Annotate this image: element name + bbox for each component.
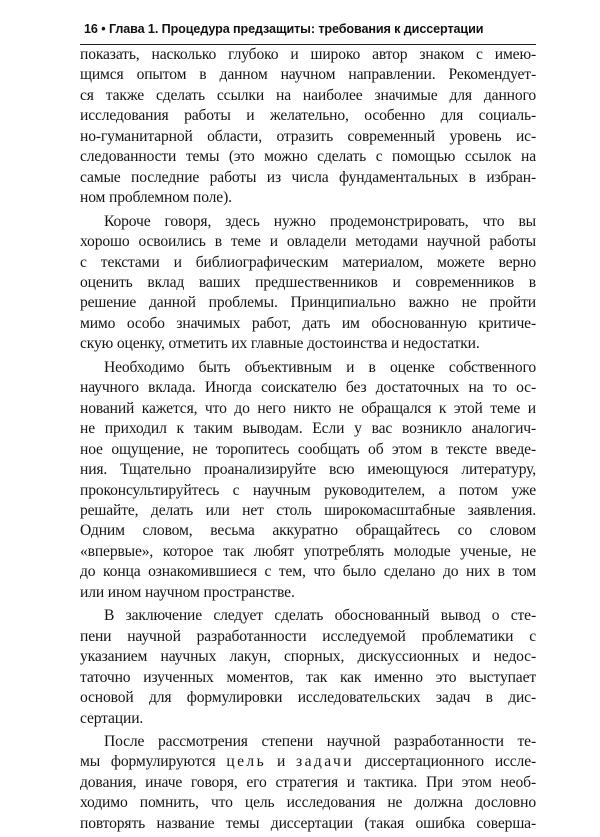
text-line <box>80 752 536 772</box>
text-line: скую оценку, отметить их главные достоинства и недостатки. <box>80 335 480 353</box>
text-line: Необходимо быть объективным и в оценке собственного <box>104 358 536 376</box>
text-line: решение данной проблемы. Принципиально важно не пройти <box>80 294 536 312</box>
text-line: хорошо освоились в теме и овладели методами научной работы <box>80 233 536 251</box>
text-line: таточно изученных моментов, так как именно это выступает <box>80 668 536 686</box>
text-line: В заключение следует сделать обоснованный вывод о сте- <box>104 607 536 625</box>
text-line: ся также сделать ссылки на наиболее значимые для данного <box>80 86 536 104</box>
text-line: до конца ознакомившиеся с тем, что было сделано до них в том <box>80 563 536 581</box>
text-line: исследования работы и желательно, особенно для социаль- <box>80 107 536 125</box>
text-line: дования, иначе говоря, его стратегия и тактика. При этом необ- <box>80 773 536 791</box>
header-bullet: • <box>101 22 106 36</box>
text-line: показать, насколько глубоко и широко автор знаком с имею- <box>80 46 536 63</box>
text-line: следованности темы (это можно сделать с помощью ссылок на <box>80 148 536 166</box>
text-line: Одним словом, весьма аккуратно обращайтесь со словом <box>80 522 536 540</box>
paragraph <box>80 212 536 355</box>
text-fragment: мы формулируются <box>80 753 227 771</box>
text-line: самые последние работы из числа фундаментальных в избран- <box>80 168 536 186</box>
text-line: основой для формулировки исследовательских задач в дис- <box>80 689 536 707</box>
text-line: «впервые», которое так любят употреблять молодые ученые, не <box>80 542 536 560</box>
text-line: щимся опытом в данном научном направлении. Рекомендует- <box>80 66 536 84</box>
text-line: ния. Тщательно проанализируйте всю имеющуюся литературу, <box>80 461 536 479</box>
text-line: пени научной разработанности исследуемой проблематики с <box>80 627 536 645</box>
emphasized-word: задачи <box>296 753 354 771</box>
running-header <box>84 22 530 36</box>
text-fragment: диссертационного иссле- <box>353 753 537 771</box>
text-line: сертации. <box>80 709 144 727</box>
text-line: повторять название темы диссертации (такая ошибка соверша- <box>80 814 536 832</box>
text-line: указанием научных лакун, спорных, дискуссионных и недос- <box>80 648 536 666</box>
body-text <box>80 45 536 837</box>
text-line: проконсультируйтесь с научным руководителем, а потом уже <box>80 481 536 499</box>
chapter-title: Глава 1. Процедура предзащиты: требования к диссертации <box>108 22 484 36</box>
text-line: ном проблемном поле). <box>80 189 232 207</box>
text-line: оценить вклад ваших предшественников и современников в <box>80 273 536 291</box>
paragraph <box>80 358 536 603</box>
text-line: с текстами и библиографическим материалом, можете верно <box>80 253 536 271</box>
text-line: ное ощущение, не торопитесь сообщать об этом в тексте введе- <box>80 440 536 458</box>
text-line: После рассмотрения степени научной разработанности те- <box>104 732 536 750</box>
text-fragment: и <box>266 753 297 771</box>
page-number: 16 <box>84 22 98 36</box>
text-line: или ином научном пространстве. <box>80 583 295 601</box>
paragraph <box>80 45 536 209</box>
text-line: но-гуманитарной области, отразить современный уровень ис- <box>80 127 536 145</box>
paragraph <box>80 606 536 729</box>
text-line: Короче говоря, здесь нужно продемонстрировать, что вы <box>104 212 536 230</box>
text-line: нований кажется, что до него никто не обращался к этой теме и <box>80 399 536 417</box>
text-line: не приходил к таким выводам. Если у вас возникло аналогич- <box>80 420 536 438</box>
paragraph <box>80 732 536 834</box>
text-line: мимо особо значимых работ, дать им обоснованную критиче- <box>80 314 536 332</box>
text-line: решайте, делать или нет столь широкомасштабные заявления. <box>80 501 536 519</box>
text-line: ходимо помнить, что цель исследования не должна дословно <box>80 794 536 812</box>
emphasized-word: цель <box>226 753 267 771</box>
text-line: научного вклада. Иногда соискателю без достаточных на то ос- <box>80 379 536 397</box>
